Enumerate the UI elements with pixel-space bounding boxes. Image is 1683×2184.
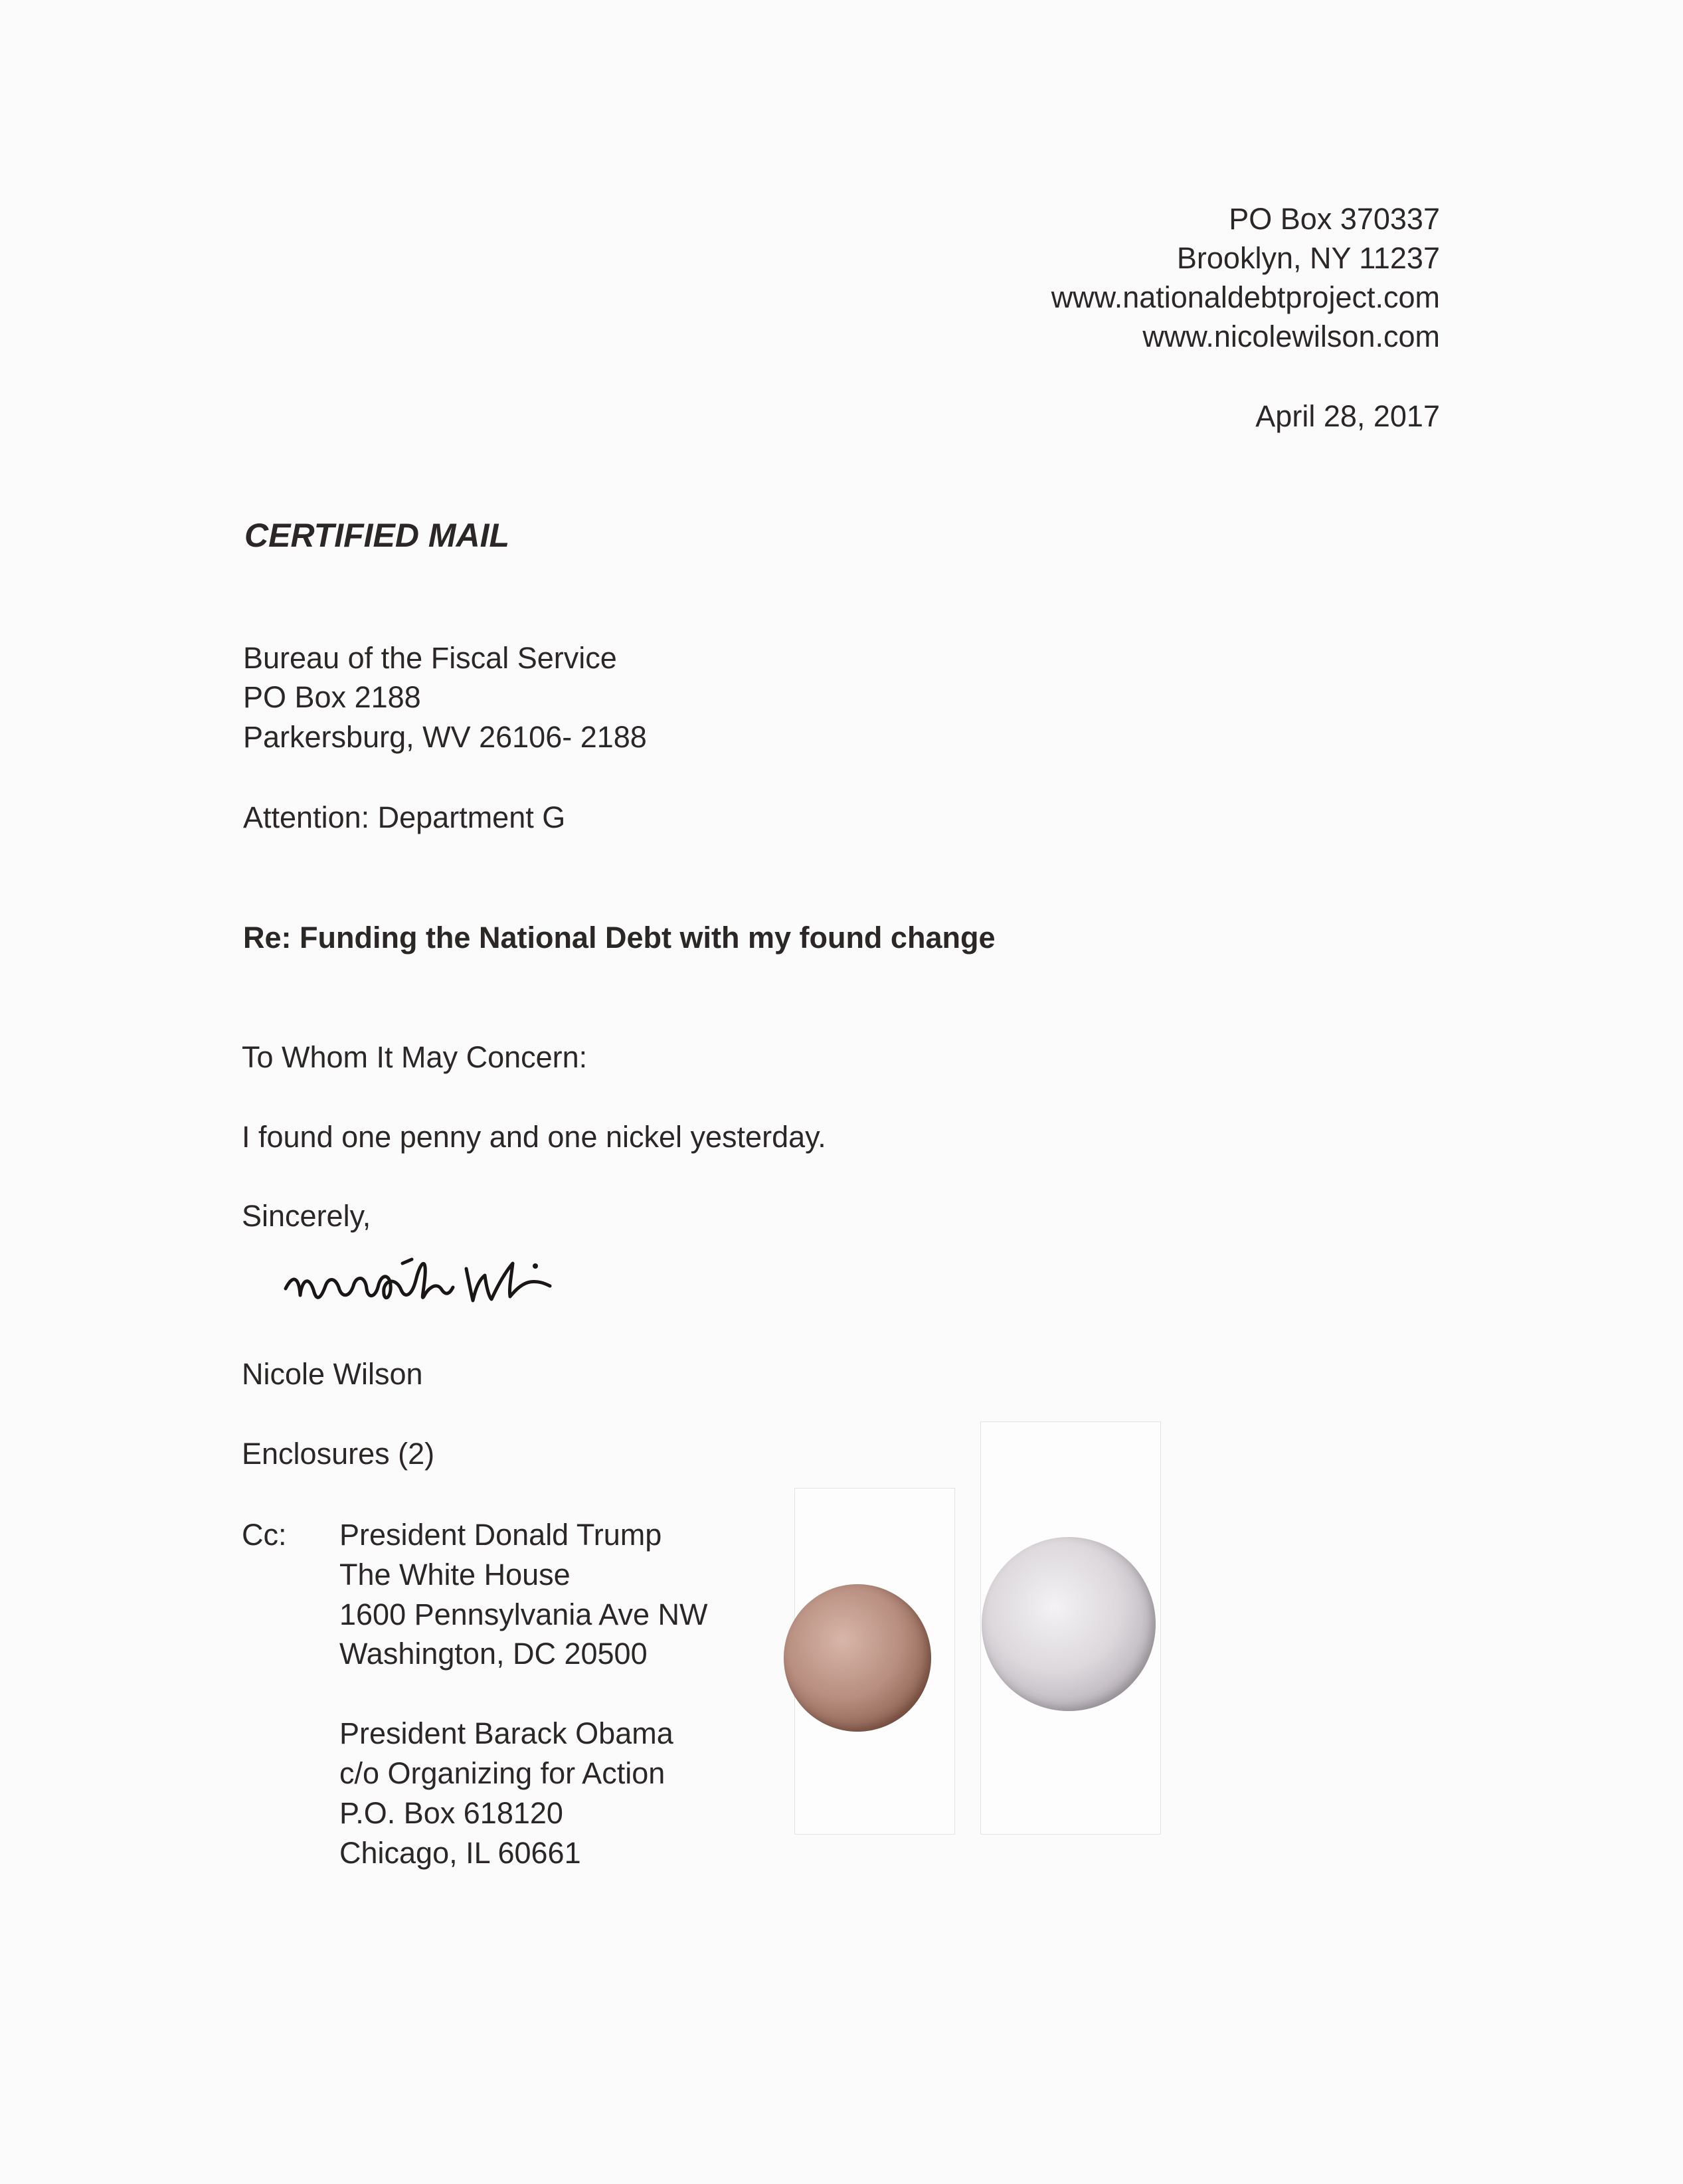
- nickel-coin: [982, 1537, 1156, 1711]
- salutation: To Whom It May Concern:: [242, 1040, 588, 1074]
- enclosures-line: Enclosures (2): [242, 1437, 435, 1471]
- cc-recipient-1-line-4: Washington, DC 20500: [339, 1637, 648, 1671]
- cc-recipient-1-line-1: President Donald Trump: [339, 1518, 662, 1552]
- recipient-name: Bureau of the Fiscal Service: [243, 641, 617, 675]
- letter-body: I found one penny and one nickel yesterday.: [242, 1120, 826, 1154]
- handwritten-signature: [279, 1249, 624, 1322]
- closing: Sincerely,: [242, 1199, 371, 1233]
- cc-recipient-2-line-2: c/o Organizing for Action: [339, 1756, 665, 1790]
- subject-line: Re: Funding the National Debt with my found change: [243, 921, 996, 955]
- recipient-city-line: Parkersburg, WV 26106- 2188: [243, 720, 647, 754]
- mail-type-heading: CERTIFIED MAIL: [244, 517, 510, 554]
- penny-coin: [784, 1584, 931, 1732]
- recipient-po-box: PO Box 2188: [243, 680, 421, 714]
- cc-recipient-1-line-2: The White House: [339, 1558, 571, 1592]
- cc-recipient-2-line-1: President Barack Obama: [339, 1716, 673, 1750]
- signer-name: Nicole Wilson: [242, 1357, 423, 1391]
- cc-recipient-2-line-3: P.O. Box 618120: [339, 1796, 563, 1830]
- attention-line: Attention: Department G: [243, 800, 566, 834]
- cc-label: Cc:: [242, 1518, 287, 1552]
- cc-recipient-2-line-4: Chicago, IL 60661: [339, 1836, 581, 1870]
- sender-website-1: www.nationaldebtproject.com: [1051, 280, 1440, 314]
- sender-city-line: Brooklyn, NY 11237: [1176, 241, 1440, 275]
- letter-date: April 28, 2017: [1255, 399, 1440, 433]
- sender-po-box: PO Box 370337: [1229, 202, 1440, 236]
- cc-recipient-1-line-3: 1600 Pennsylvania Ave NW: [339, 1597, 708, 1631]
- sender-website-2: www.nicolewilson.com: [1142, 319, 1440, 353]
